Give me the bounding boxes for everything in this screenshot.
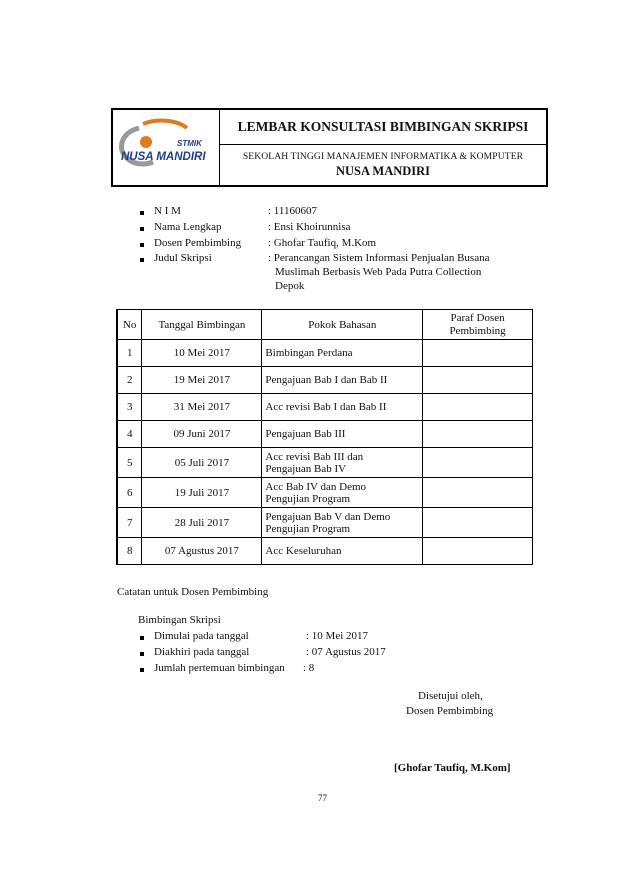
row-date: 31 Mei 2017 <box>142 394 262 421</box>
notes-subheading: Bimbingan Skripsi <box>138 614 221 626</box>
consultation-table <box>116 309 533 565</box>
row-paraf <box>423 367 533 394</box>
row-topic: Pengajuan Bab I dan Bab II <box>262 367 423 394</box>
row-paraf <box>423 340 533 367</box>
header-topic: Pokok Bahasan <box>262 310 423 340</box>
table-row <box>117 394 533 421</box>
bullet-icon <box>140 636 144 640</box>
school-name: NUSA MANDIRI <box>335 164 431 178</box>
row-date: 05 Juli 2017 <box>142 448 262 478</box>
header-no: No <box>117 310 142 340</box>
bullet-icon <box>140 243 144 247</box>
row-paraf <box>423 508 533 538</box>
nim-label: N I M <box>154 205 181 217</box>
school-block <box>220 145 546 185</box>
thesis-title-value: : Perancangan Sistem Informasi Penjualan Busana <box>268 252 490 264</box>
nim-value: : 11160607 <box>268 205 317 217</box>
row-paraf <box>423 394 533 421</box>
row-no: 8 <box>117 538 142 565</box>
approval-line2: Dosen Pembimbing <box>406 705 494 717</box>
row-paraf <box>423 421 533 448</box>
signer-name: [Ghofar Taufiq, M.Kom] <box>394 762 511 774</box>
row-no: 3 <box>117 394 142 421</box>
end-date-label: Diakhiri pada tanggal <box>154 646 250 658</box>
row-date: 07 Agustus 2017 <box>142 538 262 565</box>
bullet-icon <box>140 652 144 656</box>
row-no: 5 <box>117 448 142 478</box>
svg-text:STMIK: STMIK <box>177 139 202 148</box>
table-header-row <box>117 310 533 340</box>
svg-text:NUSA MANDIRI: NUSA MANDIRI <box>121 151 206 163</box>
header-paraf <box>423 310 533 340</box>
table-row <box>117 340 533 367</box>
school-line: SEKOLAH TINGGI MANAJEMEN INFORMATIKA & KOMPUTER <box>242 151 524 162</box>
approval-line1: Disetujui oleh, <box>418 690 483 702</box>
row-paraf <box>423 478 533 508</box>
row-no: 4 <box>117 421 142 448</box>
row-no: 2 <box>117 367 142 394</box>
table-row <box>117 367 533 394</box>
row-no: 1 <box>117 340 142 367</box>
row-topic-line2: Pengujian Program <box>265 492 351 505</box>
meeting-count-value: : 8 <box>303 662 315 674</box>
start-date-value: : 10 Mei 2017 <box>306 630 369 642</box>
meeting-count-label: Jumlah pertemuan bimbingan <box>154 662 285 674</box>
header-paraf-line2: Pembimbing <box>449 324 506 337</box>
bullet-icon <box>140 227 144 231</box>
row-topic: Pengajuan Bab III <box>262 421 423 448</box>
row-no: 7 <box>117 508 142 538</box>
header-date: Tanggal Bimbingan <box>142 310 262 340</box>
end-date-value: : 07 Agustus 2017 <box>306 646 386 658</box>
row-topic-line1: Acc Bab IV dan Demo <box>265 480 367 493</box>
header-paraf-line1: Paraf Dosen <box>450 311 505 324</box>
row-topic: Acc revisi Bab I dan Bab II <box>262 394 423 421</box>
row-paraf <box>423 448 533 478</box>
logo-cell <box>113 110 220 185</box>
thesis-title-label: Judul Skripsi <box>154 252 212 264</box>
row-topic <box>262 448 423 478</box>
row-topic-line1: Pengajuan Bab V dan Demo <box>265 510 391 523</box>
bullet-icon <box>140 668 144 672</box>
row-date: 10 Mei 2017 <box>142 340 262 367</box>
page-number: 77 <box>318 793 327 803</box>
row-paraf <box>423 538 533 565</box>
row-topic-line2: Pengujian Program <box>265 522 351 535</box>
table-row <box>117 478 533 508</box>
row-date: 28 Juli 2017 <box>142 508 262 538</box>
notes-heading: Catatan untuk Dosen Pembimbing <box>117 586 269 598</box>
row-topic: Acc Keseluruhan <box>262 538 423 565</box>
table-row <box>117 508 533 538</box>
header-box <box>111 108 548 187</box>
form-title: LEMBAR KONSULTASI BIMBINGAN SKRIPSI <box>220 110 546 145</box>
row-date: 09 Juni 2017 <box>142 421 262 448</box>
row-topic <box>262 508 423 538</box>
row-date: 19 Juli 2017 <box>142 478 262 508</box>
row-topic <box>262 478 423 508</box>
row-no: 6 <box>117 478 142 508</box>
stmik-nusa-mandiri-logo <box>113 110 218 185</box>
advisor-label: Dosen Pembimbing <box>154 237 242 249</box>
bullet-icon <box>140 258 144 262</box>
table-row <box>117 538 533 565</box>
bullet-icon <box>140 211 144 215</box>
start-date-label: Dimulai pada tanggal <box>154 630 249 642</box>
name-label: Nama Lengkap <box>154 221 222 233</box>
table-row <box>117 448 533 478</box>
name-value: : Ensi Khoirunnisa <box>268 221 351 233</box>
advisor-value: : Ghofar Taufiq, M.Kom <box>268 237 377 249</box>
row-topic-line1: Acc revisi Bab III dan <box>265 450 364 463</box>
row-topic: Bimbingan Perdana <box>262 340 423 367</box>
row-date: 19 Mei 2017 <box>142 367 262 394</box>
thesis-title-value-line2: Muslimah Berbasis Web Pada Putra Collection <box>275 266 482 278</box>
table-row <box>117 421 533 448</box>
row-topic-line2: Pengajuan Bab IV <box>265 462 347 475</box>
thesis-title-value-line3: Depok <box>275 280 305 292</box>
